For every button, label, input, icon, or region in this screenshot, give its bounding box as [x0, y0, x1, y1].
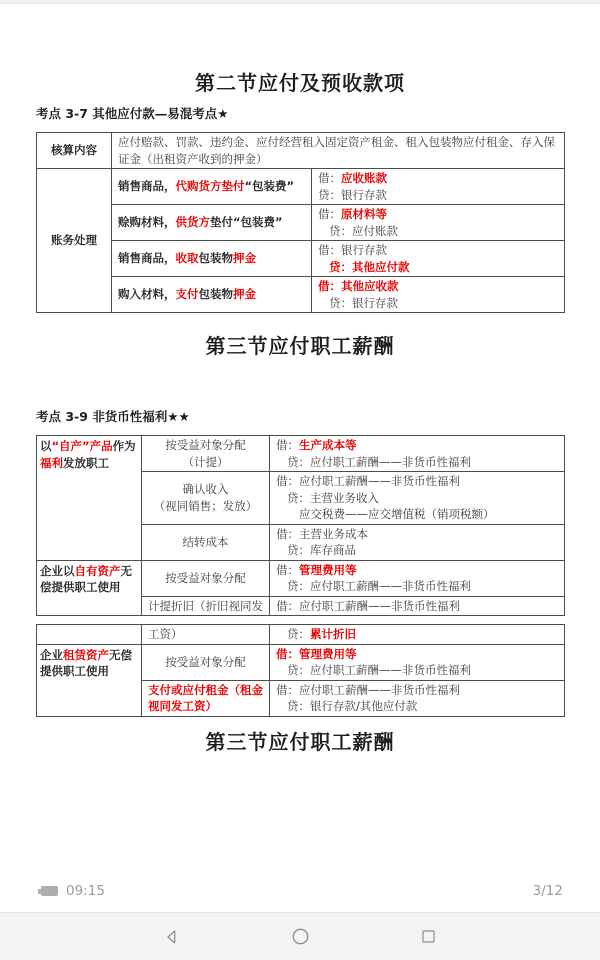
cell-journal-entry: 借：应收账款 贷：银行存款 — [312, 169, 565, 205]
home-button[interactable] — [290, 927, 310, 947]
table-other-payables — [36, 132, 565, 313]
cell-case-desc: 赊购材料，供货方垫付“包装费” — [112, 205, 312, 241]
document-page — [36, 0, 564, 755]
cell-journal-entry: 借：其他应收款 贷：银行存款 — [312, 277, 565, 313]
status-left — [37, 883, 105, 899]
table-row — [37, 644, 565, 680]
cell-accounting-content: 应付赔款、罚款、违约金、应付经营租入固定资产租金、租入包装物应付租金、存入保证金（出租资产收到的押金） — [112, 133, 565, 169]
cell-accounting-content-label: 核算内容 — [37, 133, 112, 169]
table-row — [37, 205, 565, 241]
recents-button[interactable] — [418, 927, 438, 947]
cell-case-desc: 购入材料，支付包装物押金 — [112, 277, 312, 313]
table-row — [37, 625, 565, 645]
cell-group-leased-assets: 企业租赁资产无偿提供职工使用 — [37, 644, 142, 716]
table-row — [37, 169, 565, 205]
cell-group-selfmade-products: 以“自产”产品作为福利发放职工 — [37, 436, 142, 561]
cell-journal-entry: 借：主营业务成本 贷：库存商品 — [270, 524, 565, 560]
back-triangle-icon — [163, 928, 181, 946]
cell-step: 按受益对象分配 （计提） — [142, 436, 270, 472]
cell-step: 工资） — [142, 625, 270, 645]
cell-journal-entry: 贷：累计折旧 — [270, 625, 565, 645]
home-circle-icon — [291, 927, 310, 946]
table-nonmonetary-benefits-part1 — [36, 435, 565, 616]
reader-status-bar — [37, 881, 563, 901]
cell-journal-entry: 借：生产成本等 贷：应付职工薪酬——非货币性福利 — [270, 436, 565, 472]
cell-case-desc: 销售商品，收取包装物押金 — [112, 241, 312, 277]
cell-group-own-assets: 企业以自有资产无偿提供职工使用 — [37, 560, 142, 616]
cell-journal-entry: 借：应付职工薪酬——非货币性福利 — [270, 596, 565, 616]
table-row — [37, 277, 565, 313]
cell-journal-entry: 借：原材料等 贷：应付账款 — [312, 205, 565, 241]
cell-journal-entry: 借：管理费用等 贷：应付职工薪酬——非货币性福利 — [270, 644, 565, 680]
battery-icon — [41, 886, 58, 896]
cell-journal-entry: 借：管理费用等 贷：应付职工薪酬——非货币性福利 — [270, 560, 565, 596]
cell-journal-entry: 借：应付职工薪酬——非货币性福利 贷：主营业务收入 应交税费——应交增值税（销项税额） — [270, 472, 565, 525]
page-indicator: 3/12 — [532, 883, 563, 899]
cell-step: 按受益对象分配 — [142, 560, 270, 596]
topic-3-7-heading: 考点 3-7 其他应付款—易混考点★ — [36, 106, 229, 121]
table-row — [37, 241, 565, 277]
cell-journal-entry: 借：银行存款 贷：其他应付款 — [312, 241, 565, 277]
section3-title: 第三节应付职工薪酬 — [205, 334, 395, 358]
cell-step: 按受益对象分配 — [142, 644, 270, 680]
section3-title-repeat: 第三节应付职工薪酬 — [205, 729, 395, 754]
cell-step: 结转成本 — [142, 524, 270, 560]
cell-journal-entry: 借：应付职工薪酬——非货币性福利 贷：银行存款/其他应付款 — [270, 680, 565, 716]
clock-time: 09:15 — [66, 883, 105, 899]
cell-step: 确认收入 （视同销售；发放） — [142, 472, 270, 525]
cell-empty — [37, 625, 142, 645]
table-nonmonetary-benefits-part2 — [36, 624, 565, 717]
cell-step: 支付或应付租金（租金视同发工资） — [142, 680, 270, 716]
back-button[interactable] — [162, 927, 182, 947]
section2-title: 第二节应付及预收款项 — [195, 71, 405, 95]
table-row — [37, 560, 565, 596]
cell-treatment-label: 账务处理 — [37, 169, 112, 313]
topic-3-9-heading: 考点 3-9 非货币性福利★★ — [36, 409, 190, 424]
android-nav-bar — [0, 912, 600, 960]
table-row — [37, 436, 565, 472]
cell-step: 计提折旧（折旧视同发 — [142, 596, 270, 616]
recents-square-icon — [420, 928, 437, 945]
cell-case-desc: 销售商品，代购货方垫付“包装费” — [112, 169, 312, 205]
table-row — [37, 133, 565, 169]
